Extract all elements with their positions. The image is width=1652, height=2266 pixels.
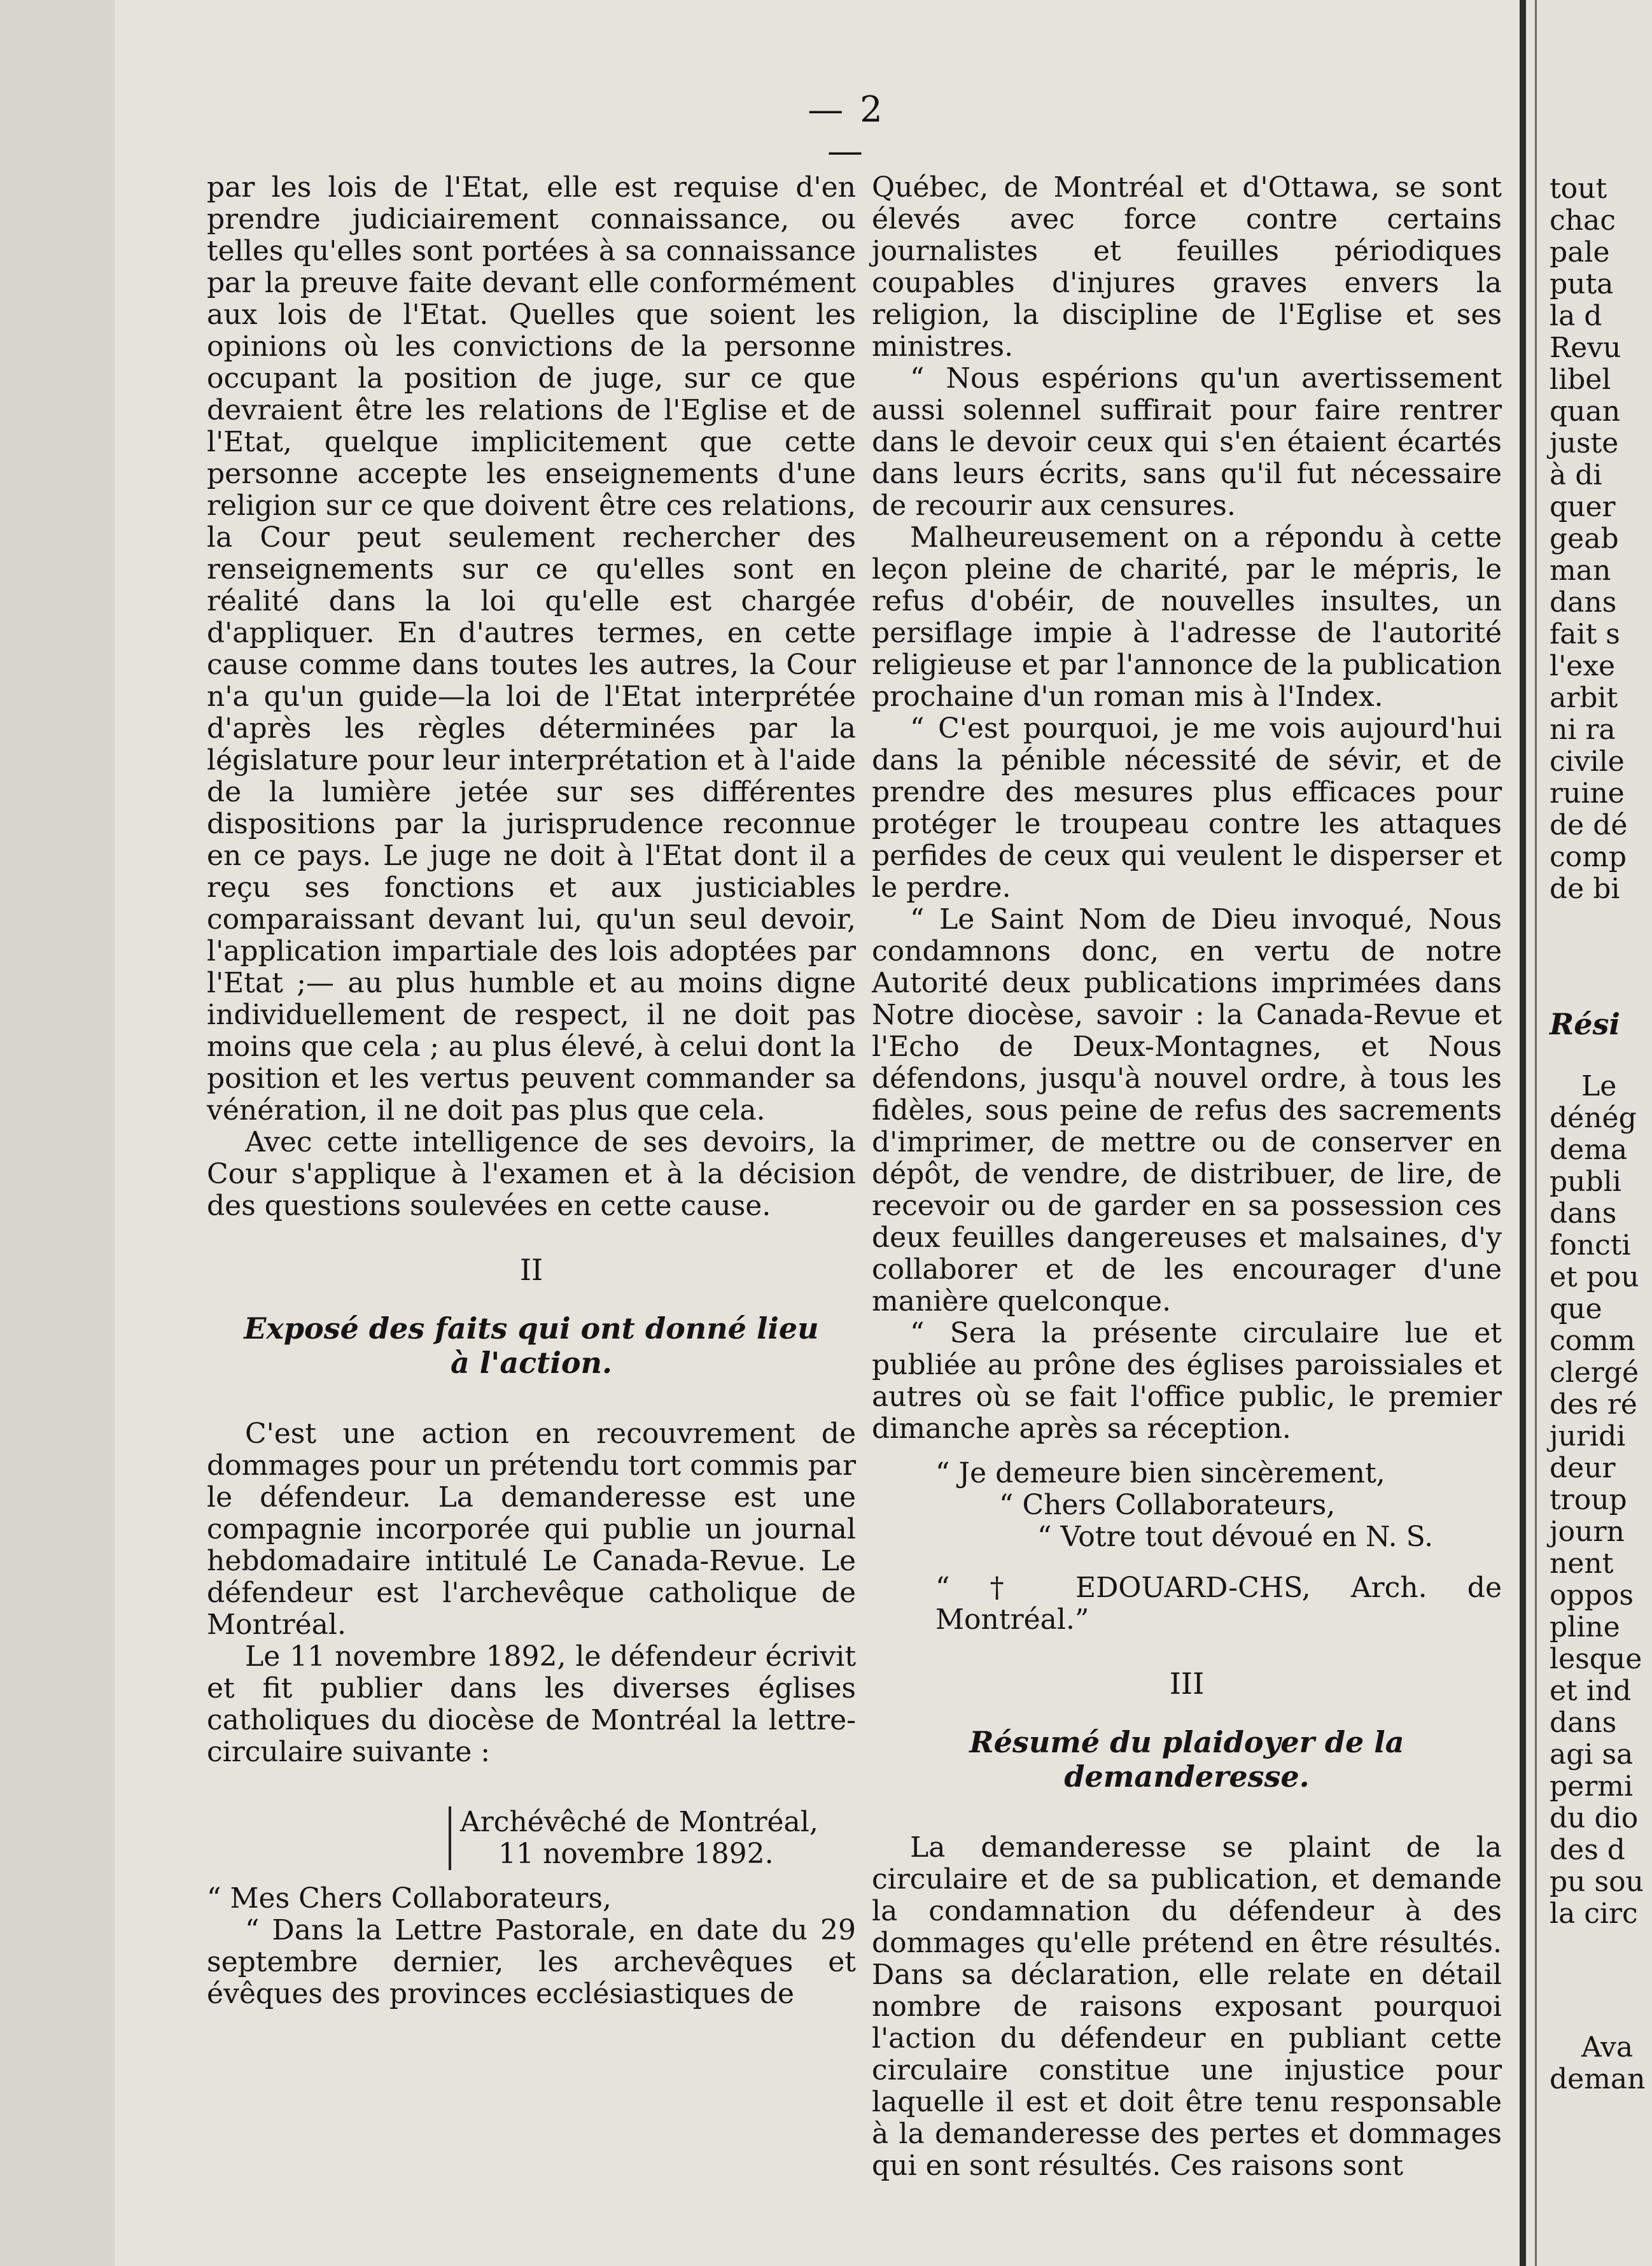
section-title-line: Résumé du plaidoyer de la xyxy=(969,1725,1404,1759)
adjacent-text-line: dans xyxy=(1550,1197,1617,1230)
adjacent-text-line: man xyxy=(1550,554,1611,587)
adjacent-text-line: publi xyxy=(1550,1165,1621,1198)
paragraph: “ Sera la présente circulaire lue et publiée au prône des églises paroissiales et autres où se fait l'office public, le premier dimanche après sa réception. xyxy=(872,1317,1502,1445)
adjacent-text-line: juste xyxy=(1550,427,1619,460)
adjacent-text-line: Le xyxy=(1581,1070,1617,1102)
adjacent-text-line: arbit xyxy=(1550,682,1618,714)
page-number: — 2 — xyxy=(808,89,885,172)
adjacent-text-line: quer xyxy=(1550,491,1616,523)
signature-line: “ Chers Collaborateurs, xyxy=(999,1489,1336,1521)
section-title xyxy=(232,1311,830,1380)
adjacent-text-line: la d xyxy=(1550,300,1602,332)
adjacent-text-line: quan xyxy=(1550,395,1621,428)
adjacent-page-strip xyxy=(1537,0,1652,2266)
adjacent-text-line: libel xyxy=(1550,363,1611,396)
adjacent-text-line: journ xyxy=(1550,1516,1625,1548)
adjacent-text-line: des ré xyxy=(1550,1388,1637,1421)
adjacent-text-line: deman xyxy=(1550,2063,1646,2095)
paragraph: Québec, de Montréal et d'Ottawa, se sont élevés avec force contre certains journalistes et feuilles périodiques coupables d'injures graves envers la religion, la discipline de l'Eglise et ses ministres. xyxy=(872,171,1502,363)
letter-address xyxy=(449,1806,856,1870)
adjacent-text-line: clergé xyxy=(1550,1356,1639,1389)
adjacent-text-line: que xyxy=(1550,1293,1602,1325)
section-number: II xyxy=(519,1253,543,1287)
paragraph: “ C'est pourquoi, je me vois aujourd'hui dans la pénible nécessité de sévir, et de prendre des mesures plus efficaces pour protéger le troupeau contre les attaques perfides de ceux qui veulent le disperser et le perdre. xyxy=(872,712,1502,904)
adjacent-text-line: pu sou xyxy=(1550,1866,1644,1898)
adjacent-text-line: comm xyxy=(1550,1325,1635,1357)
adjacent-text-line: la circ xyxy=(1550,1897,1638,1930)
adjacent-text-line: fait s xyxy=(1550,618,1620,651)
adjacent-text-line: du dio xyxy=(1550,1802,1639,1834)
adjacent-text-line: geab xyxy=(1550,523,1619,555)
adjacent-text-line: dans xyxy=(1550,586,1617,619)
signature-line: “ † EDOUARD-CHS, Arch. de Montréal.” xyxy=(935,1572,1502,1636)
section-title xyxy=(897,1725,1476,1794)
adjacent-text-line: Ava xyxy=(1581,2031,1634,2064)
adjacent-text-line: comp xyxy=(1550,841,1627,873)
adjacent-text-line: nent xyxy=(1550,1547,1614,1580)
paragraph: “ Nous espérions qu'un avertissement aussi solennel suffirait pour faire rentrer dans le devoir ceux qui s'en étaient écartés dans leurs écrits, sans qu'il fut nécessaire de recourir aux censures. xyxy=(872,362,1502,522)
adjacent-text-line: permi xyxy=(1550,1770,1634,1803)
section-number: III xyxy=(1169,1666,1205,1701)
adjacent-text-line: dénég xyxy=(1550,1102,1637,1134)
adjacent-text-line: ni ra xyxy=(1550,714,1616,746)
left-column xyxy=(207,172,856,2010)
adjacent-text-line: l'exe xyxy=(1550,650,1616,682)
adjacent-text-line: juridi xyxy=(1550,1420,1626,1453)
adjacent-text-line: de dé xyxy=(1550,809,1628,841)
letter-signature xyxy=(872,1458,1502,1636)
adjacent-text-line: pline xyxy=(1550,1611,1620,1643)
adjacent-text-line: tout xyxy=(1550,172,1607,205)
paragraph: La demanderesse se plaint de la circulaire et de sa publication, et demande la condamnation du défendeur à des dommages qu'elle prétend en être résultés. Dans sa déclaration, elle relate en détail nombre de raisons exposant pourquoi l'action du défendeur en publiant cette circulaire constitue une injustice pour laquelle il est et doit être tenu responsable à la demanderesse des pertes et dommages qui en sont résultés. Ces raisons sont xyxy=(872,1831,1502,2182)
adjacent-text-line: puta xyxy=(1550,268,1614,300)
adjacent-text-line: dans xyxy=(1550,1707,1617,1739)
section-title-line: à l'action. xyxy=(450,1346,613,1380)
adjacent-text-line: et pou xyxy=(1550,1261,1639,1293)
paragraph: par les lois de l'Etat, elle est requise d'en prendre judiciairement connaissance, ou telles qu'elles sont portées à sa connaissance par la preuve faite devant elle conformément aux lois de l'Etat. Quelles que soient les opinions où les convictions de la personne occupant la position de juge, sur ce que devraient être les relations de l'Eglise et de l'Etat, quelque implicitement que cette personne accepte les enseignements d'une religion sur ce que doivent être ces relations, la Cour peut seulement rechercher des renseignements sur ce qu'elles sont en réalité dans la loi qu'elle est chargée d'appliquer. En d'autres termes, en cette cause comme dans toutes les autres, la Cour n'a qu'un guide—la loi de l'Etat interprétée d'après les règles déterminées par la législature pour leur interprétation et à l'aide de la lumière jetée sur ses différentes dispositions par la jurisprudence reconnue en ce pays. Le juge ne doit à l'Etat dont il a reçu ses fonctions et aux justiciables comparaissant devant lui, qu'un seul devoir, l'application impartiale des lois adoptées par l'Etat ;— au plus humble et au moins digne individuellement de respect, il ne doit pas moins que cela ; au plus élevé, à celui dont la position et les vertus peuvent commander sa vénération, il ne doit pas plus que cela. xyxy=(207,171,856,1127)
address-line: Archévêché de Montréal, xyxy=(460,1806,818,1838)
adjacent-text-line: lesque xyxy=(1550,1643,1642,1675)
adjacent-text-line: chac xyxy=(1550,204,1616,237)
adjacent-text-line: à di xyxy=(1550,459,1602,491)
adjacent-text-line: de bi xyxy=(1550,873,1620,905)
paragraph: “ Le Saint Nom de Dieu invoqué, Nous condamnons donc, en vertu de notre Autorité deux publications imprimées dans Notre diocèse, savoir : la Canada-Revue et l'Echo de Deux-Montagnes, et Nous défendons, jusqu'à nouvel ordre, à tous les fidèles, sous peine de refus des sacrements d'imprimer, de mettre ou de conserver en dépôt, de vendre, de distribuer, de lire, de recevoir ou de garder en sa possession ces deux feuilles dangereuses et malsaines, d'y collaborer et de les encourager d'une manière quelconque. xyxy=(872,903,1502,1318)
section-title-line: demanderesse. xyxy=(1064,1759,1310,1794)
adjacent-text-line: oppos xyxy=(1550,1579,1634,1612)
paragraph: Avec cette intelligence de ses devoirs, la Cour s'applique à l'examen et à la décision des questions soulevées en cette cause. xyxy=(207,1126,856,1222)
adjacent-text-line: troup xyxy=(1550,1484,1627,1516)
adjacent-text-line: ruine xyxy=(1550,777,1625,810)
adjacent-text-line: dema xyxy=(1550,1134,1628,1166)
adjacent-text-line: pale xyxy=(1550,236,1610,269)
paragraph: “ Dans la Lettre Pastorale, en date du 29 septembre dernier, les archevêques et évêques des provinces ecclésiastiques de xyxy=(207,1914,856,2010)
adjacent-text-line: Revu xyxy=(1550,332,1621,364)
adjacent-heading: Rési xyxy=(1550,1007,1620,1041)
middle-column xyxy=(872,172,1502,2182)
paragraph: C'est une action en recouvrement de dommages pour un prétendu tort commis par le défendeur. La demanderesse est une compagnie incorporée qui publie un journal hebdomadaire intitulé Le Canada-Revue. Le défendeur est l'archevêque catholique de Montréal. xyxy=(207,1418,856,1641)
adjacent-text-line: deur xyxy=(1550,1452,1616,1484)
page-fold-edge xyxy=(1520,0,1526,2266)
adjacent-text-line: civile xyxy=(1550,745,1625,778)
salutation: “ Mes Chers Collaborateurs, xyxy=(207,1882,612,1915)
adjacent-text-line: foncti xyxy=(1550,1229,1631,1262)
section-title-line: Exposé des faits qui ont donné lieu xyxy=(244,1311,819,1346)
signature-line: “ Je demeure bien sincèrement, xyxy=(935,1457,1385,1489)
signature-line: “ Votre tout dévoué en N. S. xyxy=(1037,1521,1434,1553)
paragraph: Le 11 novembre 1892, le défendeur écrivit et fit publier dans les diverses églises catholiques du diocèse de Montréal la lettre-circulaire suivante : xyxy=(207,1640,856,1768)
adjacent-text-line: agi sa xyxy=(1550,1738,1634,1771)
adjacent-text-line: et ind xyxy=(1550,1675,1632,1707)
adjacent-text-line: des d xyxy=(1550,1834,1625,1866)
address-line: 11 novembre 1892. xyxy=(498,1838,774,1870)
paragraph: Malheureusement on a répondu à cette leçon pleine de charité, par le mépris, le refus d'obéir, de nouvelles insultes, un persiflage impie à l'adresse de l'autorité religieuse et par l'annonce de la publication prochaine d'un roman mis à l'Index. xyxy=(872,521,1502,713)
